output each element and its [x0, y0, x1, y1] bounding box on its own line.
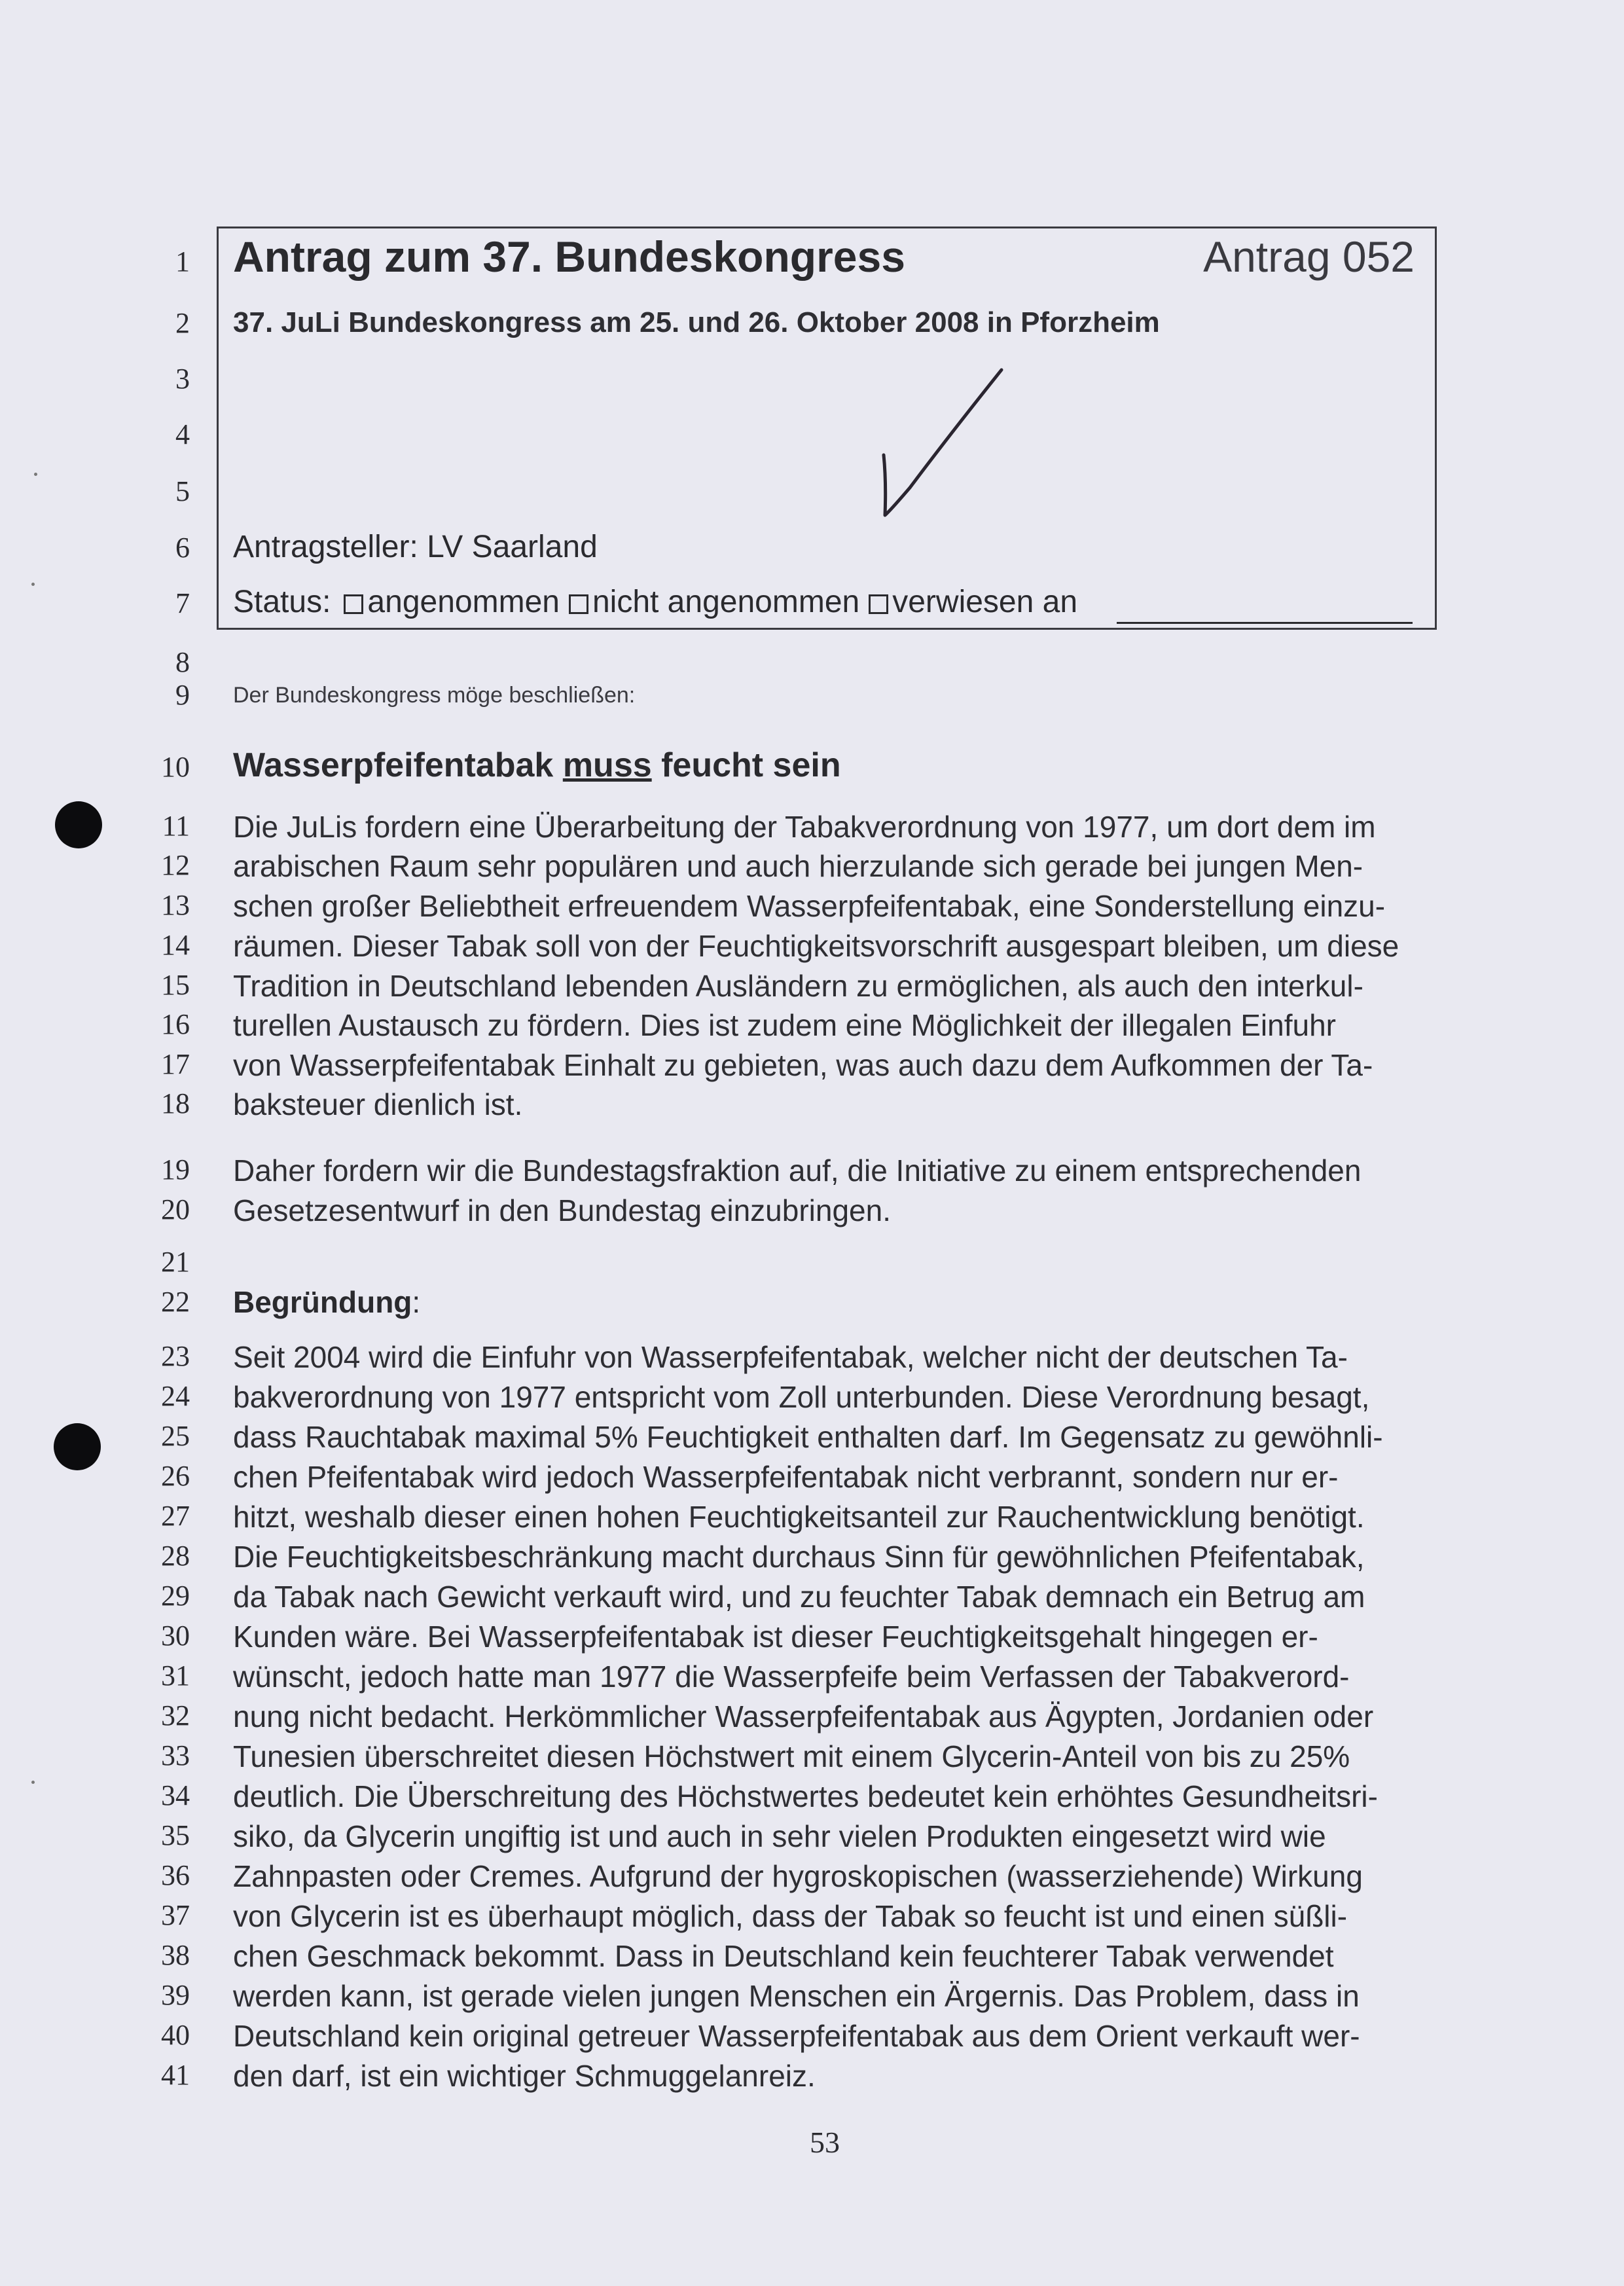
line-number: 38 [161, 1939, 190, 1971]
motion-title-part: feucht sein [651, 746, 841, 784]
page-title: Antrag zum 37. Bundeskongress [233, 232, 905, 281]
motion-header-box [217, 227, 1437, 630]
reasoning-heading [233, 1286, 420, 1318]
text-line: siko, da Glycerin ungiftig ist und auch in sehr vielen Produkten eingesetzt wird wie [233, 1819, 1326, 1853]
text-line: baksteuer dienlich ist. [233, 1087, 523, 1121]
text-line: Kunden wäre. Bei Wasserpfeifentabak ist dieser Feuchtigkeitsgehalt hingegen er- [233, 1620, 1318, 1654]
reasoning-heading-colon: : [412, 1285, 421, 1319]
line-number: 9 [175, 679, 190, 711]
line-number: 8 [175, 646, 190, 678]
applicant-line: Antragsteller: LV Saarland [233, 530, 598, 564]
punch-hole-bottom [54, 1423, 101, 1470]
text-line: wünscht, jedoch hatte man 1977 die Wasserpfeife beim Verfassen der Tabakverord- [233, 1660, 1350, 1694]
text-line: turellen Austausch zu fördern. Dies ist zudem eine Möglichkeit der illegalen Einfuhr [233, 1008, 1336, 1042]
text-line: Tradition in Deutschland lebenden Ausländern zu ermöglichen, als auch den interkul- [233, 969, 1363, 1003]
line-number: 6 [175, 532, 190, 564]
line-number: 24 [161, 1380, 190, 1412]
line-number: 35 [161, 1819, 190, 1851]
text-line: Zahnpasten oder Cremes. Aufgrund der hygroskopischen (wasserziehende) Wirkung [233, 1859, 1363, 1893]
text-line: Tunesien überschreitet diesen Höchstwert mit einem Glycerin-Anteil von bis zu 25% [233, 1739, 1350, 1773]
paper-speck [31, 583, 35, 586]
status-line [233, 584, 1077, 621]
text-line: arabischen Raum sehr populären und auch hierzulande sich gerade bei jungen Men- [233, 849, 1363, 883]
text-line: schen großer Beliebtheit erfreuendem Wasserpfeifentabak, eine Sonderstellung einzu- [233, 889, 1386, 923]
text-line: chen Pfeifentabak wird jedoch Wasserpfeifentabak nicht verbrannt, sondern nur er- [233, 1460, 1339, 1494]
text-line: Gesetzesentwurf in den Bundestag einzubringen. [233, 1193, 891, 1227]
line-number: 32 [161, 1699, 190, 1732]
text-line: chen Geschmack bekommt. Dass in Deutschland kein feuchterer Tabak verwendet [233, 1939, 1334, 1973]
text-line: von Glycerin ist es überhaupt möglich, dass der Tabak so feucht ist und einen süßli- [233, 1899, 1348, 1933]
paper-speck [34, 473, 37, 476]
line-number: 29 [161, 1580, 190, 1612]
text-line: den darf, ist ein wichtiger Schmuggelanreiz. [233, 2059, 816, 2093]
line-number: 40 [161, 2019, 190, 2051]
line-number: 1 [175, 245, 190, 278]
text-line: werden kann, ist gerade vielen jungen Menschen ein Ärgernis. Das Problem, dass in [233, 1979, 1360, 2013]
line-number: 34 [161, 1779, 190, 1811]
line-number: 28 [161, 1540, 190, 1572]
line-number: 18 [161, 1087, 190, 1119]
paper-speck [31, 1781, 35, 1784]
motion-title-emphasis: muss [562, 746, 652, 784]
line-number: 22 [161, 1286, 190, 1318]
status-option-not-accepted: nicht angenommen [592, 585, 860, 619]
text-line: räumen. Dieser Tabak soll von der Feuchtigkeitsvorschrift ausgespart bleiben, um diese [233, 929, 1399, 963]
line-number: 13 [161, 889, 190, 921]
intro-line: Der Bundeskongress möge beschließen: [233, 683, 636, 708]
line-number: 3 [175, 363, 190, 395]
page-number: 53 [810, 2126, 840, 2159]
text-line: nung nicht bedacht. Herkömmlicher Wasserpfeifentabak aus Ägypten, Jordanien oder [233, 1699, 1374, 1733]
line-number: 2 [175, 307, 190, 339]
text-line: deutlich. Die Überschreitung des Höchstwertes bedeutet kein erhöhtes Gesundheitsri- [233, 1779, 1378, 1813]
line-number: 37 [161, 1899, 190, 1931]
line-number: 11 [162, 810, 190, 842]
status-option-accepted: angenommen [367, 585, 560, 619]
line-number: 31 [161, 1660, 190, 1692]
line-number: 10 [161, 751, 190, 783]
line-number: 41 [161, 2059, 190, 2091]
line-number: 27 [161, 1500, 190, 1532]
line-number: 17 [161, 1048, 190, 1080]
line-number: 30 [161, 1620, 190, 1652]
line-number: 12 [161, 849, 190, 881]
congress-subtitle: 37. JuLi Bundeskongress am 25. und 26. Oktober 2008 in Pforzheim [233, 306, 1160, 338]
line-number: 26 [161, 1460, 190, 1492]
line-number: 19 [161, 1153, 190, 1186]
line-number: 25 [161, 1420, 190, 1452]
line-number: 16 [161, 1008, 190, 1040]
line-number: 5 [175, 475, 190, 507]
line-number: 23 [161, 1340, 190, 1372]
text-line: dass Rauchtabak maximal 5% Feuchtigkeit enthalten darf. Im Gegensatz zu gewöhnli- [233, 1420, 1383, 1454]
reasoning-heading-text: Begründung [233, 1285, 412, 1319]
motion-title [233, 745, 841, 786]
text-line: hitzt, weshalb dieser einen hohen Feuchtigkeitsanteil zur Rauchentwicklung benötigt. [233, 1500, 1365, 1534]
line-number: 14 [161, 929, 190, 961]
checkbox-not-accepted[interactable] [569, 594, 588, 614]
text-line: Seit 2004 wird die Einfuhr von Wasserpfeifentabak, welcher nicht der deutschen Ta- [233, 1340, 1348, 1374]
status-label: Status: [233, 585, 331, 619]
line-number: 21 [161, 1246, 190, 1278]
line-number: 7 [175, 587, 190, 619]
line-number: 39 [161, 1979, 190, 2011]
line-number: 33 [161, 1739, 190, 1771]
text-line: Daher fordern wir die Bundestagsfraktion auf, die Initiative zu einem entsprechenden [233, 1153, 1362, 1188]
text-line: bakverordnung von 1977 entspricht vom Zoll unterbunden. Diese Verordnung besagt, [233, 1380, 1370, 1414]
text-line: da Tabak nach Gewicht verkauft wird, und zu feuchter Tabak demnach ein Betrug am [233, 1580, 1365, 1614]
text-line: von Wasserpfeifentabak Einhalt zu gebieten, was auch dazu dem Aufkommen der Ta- [233, 1048, 1373, 1082]
line-number: 15 [161, 969, 190, 1001]
punch-hole-top [55, 801, 102, 848]
status-option-referred: verwiesen an [892, 585, 1078, 619]
text-line: Die Feuchtigkeitsbeschränkung macht durchaus Sinn für gewöhnlichen Pfeifentabak, [233, 1540, 1365, 1574]
text-line: Deutschland kein original getreuer Wasserpfeifentabak aus dem Orient verkauft wer- [233, 2019, 1360, 2053]
checkbox-accepted[interactable] [344, 594, 363, 614]
checkbox-referred[interactable] [869, 594, 888, 614]
motion-title-part: Wasserpfeifentabak [233, 746, 563, 784]
text-line: Die JuLis fordern eine Überarbeitung der Tabakverordnung von 1977, um dort dem im [233, 810, 1376, 844]
referral-blank-line [1117, 622, 1413, 624]
checkmark-icon [871, 363, 1015, 527]
line-number: 36 [161, 1859, 190, 1891]
line-number: 4 [175, 418, 190, 450]
motion-number: Antrag 052 [1203, 232, 1415, 281]
line-number: 20 [161, 1193, 190, 1225]
